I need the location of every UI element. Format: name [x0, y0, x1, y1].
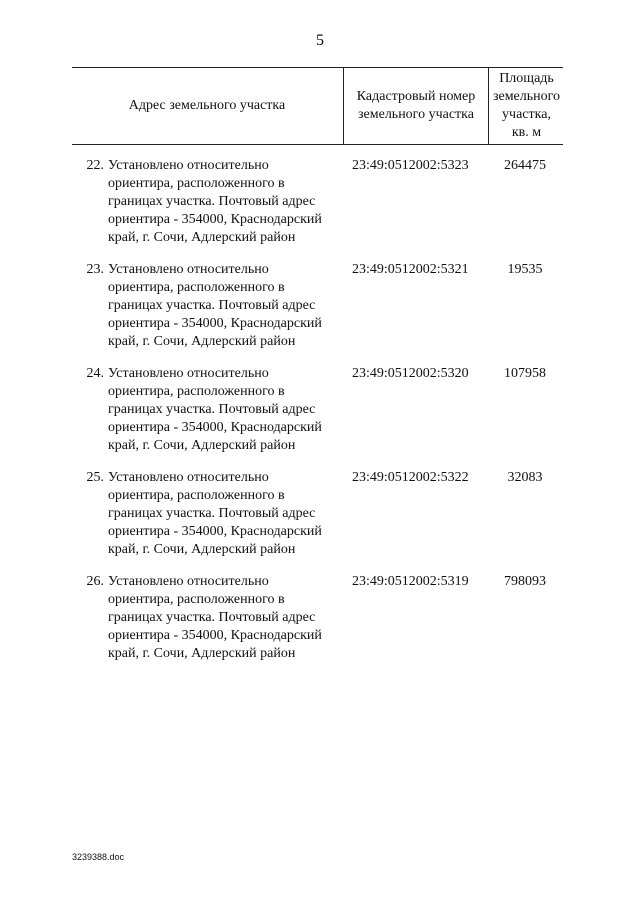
address-line: край, г. Сочи, Адлерский район — [108, 542, 296, 557]
row-number: 26. — [86, 574, 104, 589]
row-area: 107958 — [504, 366, 546, 381]
header-area-line: Площадь — [499, 71, 554, 86]
row-area: 798093 — [504, 574, 546, 589]
address-line: ориентира - 354000, Краснодарский — [108, 316, 322, 331]
row-area: 32083 — [507, 470, 543, 485]
header-cadastral-line: земельного участка — [358, 107, 474, 122]
row-address — [108, 573, 344, 663]
address-line: ориентира, расположенного в — [108, 488, 285, 503]
address-line: ориентира, расположенного в — [108, 592, 285, 607]
header-area-line: земельного — [492, 89, 561, 104]
row-number: 24. — [86, 366, 104, 381]
table-row — [72, 469, 563, 573]
row-cadastral: 23:49:0512002:5319 — [352, 574, 469, 589]
address-line: ориентира - 354000, Краснодарский — [108, 212, 322, 227]
table-header — [72, 67, 563, 145]
address-line: Установлено относительно — [108, 366, 269, 381]
address-line: Установлено относительно — [108, 574, 269, 589]
address-line: границах участка. Почтовый адрес — [108, 194, 316, 209]
address-line: границах участка. Почтовый адрес — [108, 506, 316, 521]
header-cadastral-line: Кадастровый номер — [356, 89, 476, 104]
table-row — [72, 365, 563, 469]
row-address — [108, 469, 344, 559]
table-body — [72, 157, 563, 677]
header-address-label: Адрес земельного участка — [128, 98, 286, 113]
address-line: ориентира - 354000, Краснодарский — [108, 420, 322, 435]
row-cadastral: 23:49:0512002:5323 — [352, 158, 469, 173]
address-line: Установлено относительно — [108, 158, 269, 173]
address-line: границах участка. Почтовый адрес — [108, 610, 316, 625]
address-line: ориентира, расположенного в — [108, 176, 285, 191]
header-area — [488, 68, 564, 144]
header-area-line: участка, — [502, 107, 551, 122]
row-address — [108, 157, 344, 247]
table-row — [72, 261, 563, 365]
address-line: границах участка. Почтовый адрес — [108, 298, 316, 313]
address-line: край, г. Сочи, Адлерский район — [108, 334, 296, 349]
row-cadastral: 23:49:0512002:5320 — [352, 366, 469, 381]
row-area: 264475 — [504, 158, 546, 173]
row-cadastral: 23:49:0512002:5322 — [352, 470, 469, 485]
address-line: ориентира - 354000, Краснодарский — [108, 628, 322, 643]
row-area: 19535 — [507, 262, 543, 277]
address-line: ориентира, расположенного в — [108, 384, 285, 399]
address-line: Установлено относительно — [108, 262, 269, 277]
footer-filename: 3239388.doc — [72, 852, 125, 862]
header-area-line: кв. м — [511, 125, 542, 140]
address-line: край, г. Сочи, Адлерский район — [108, 230, 296, 245]
row-address — [108, 365, 344, 455]
address-line: ориентира - 354000, Краснодарский — [108, 524, 322, 539]
address-line: Установлено относительно — [108, 470, 269, 485]
row-address — [108, 261, 344, 351]
row-number: 25. — [86, 470, 104, 485]
address-line: край, г. Сочи, Адлерский район — [108, 438, 296, 453]
header-cadastral — [343, 68, 488, 144]
address-line: ориентира, расположенного в — [108, 280, 285, 295]
row-number: 23. — [86, 262, 104, 277]
page-number: 5 — [316, 32, 324, 49]
row-cadastral: 23:49:0512002:5321 — [352, 262, 469, 277]
row-number: 22. — [86, 158, 104, 173]
address-line: край, г. Сочи, Адлерский район — [108, 646, 296, 661]
header-address — [72, 68, 342, 144]
table-row — [72, 157, 563, 261]
address-line: границах участка. Почтовый адрес — [108, 402, 316, 417]
table-row — [72, 573, 563, 677]
